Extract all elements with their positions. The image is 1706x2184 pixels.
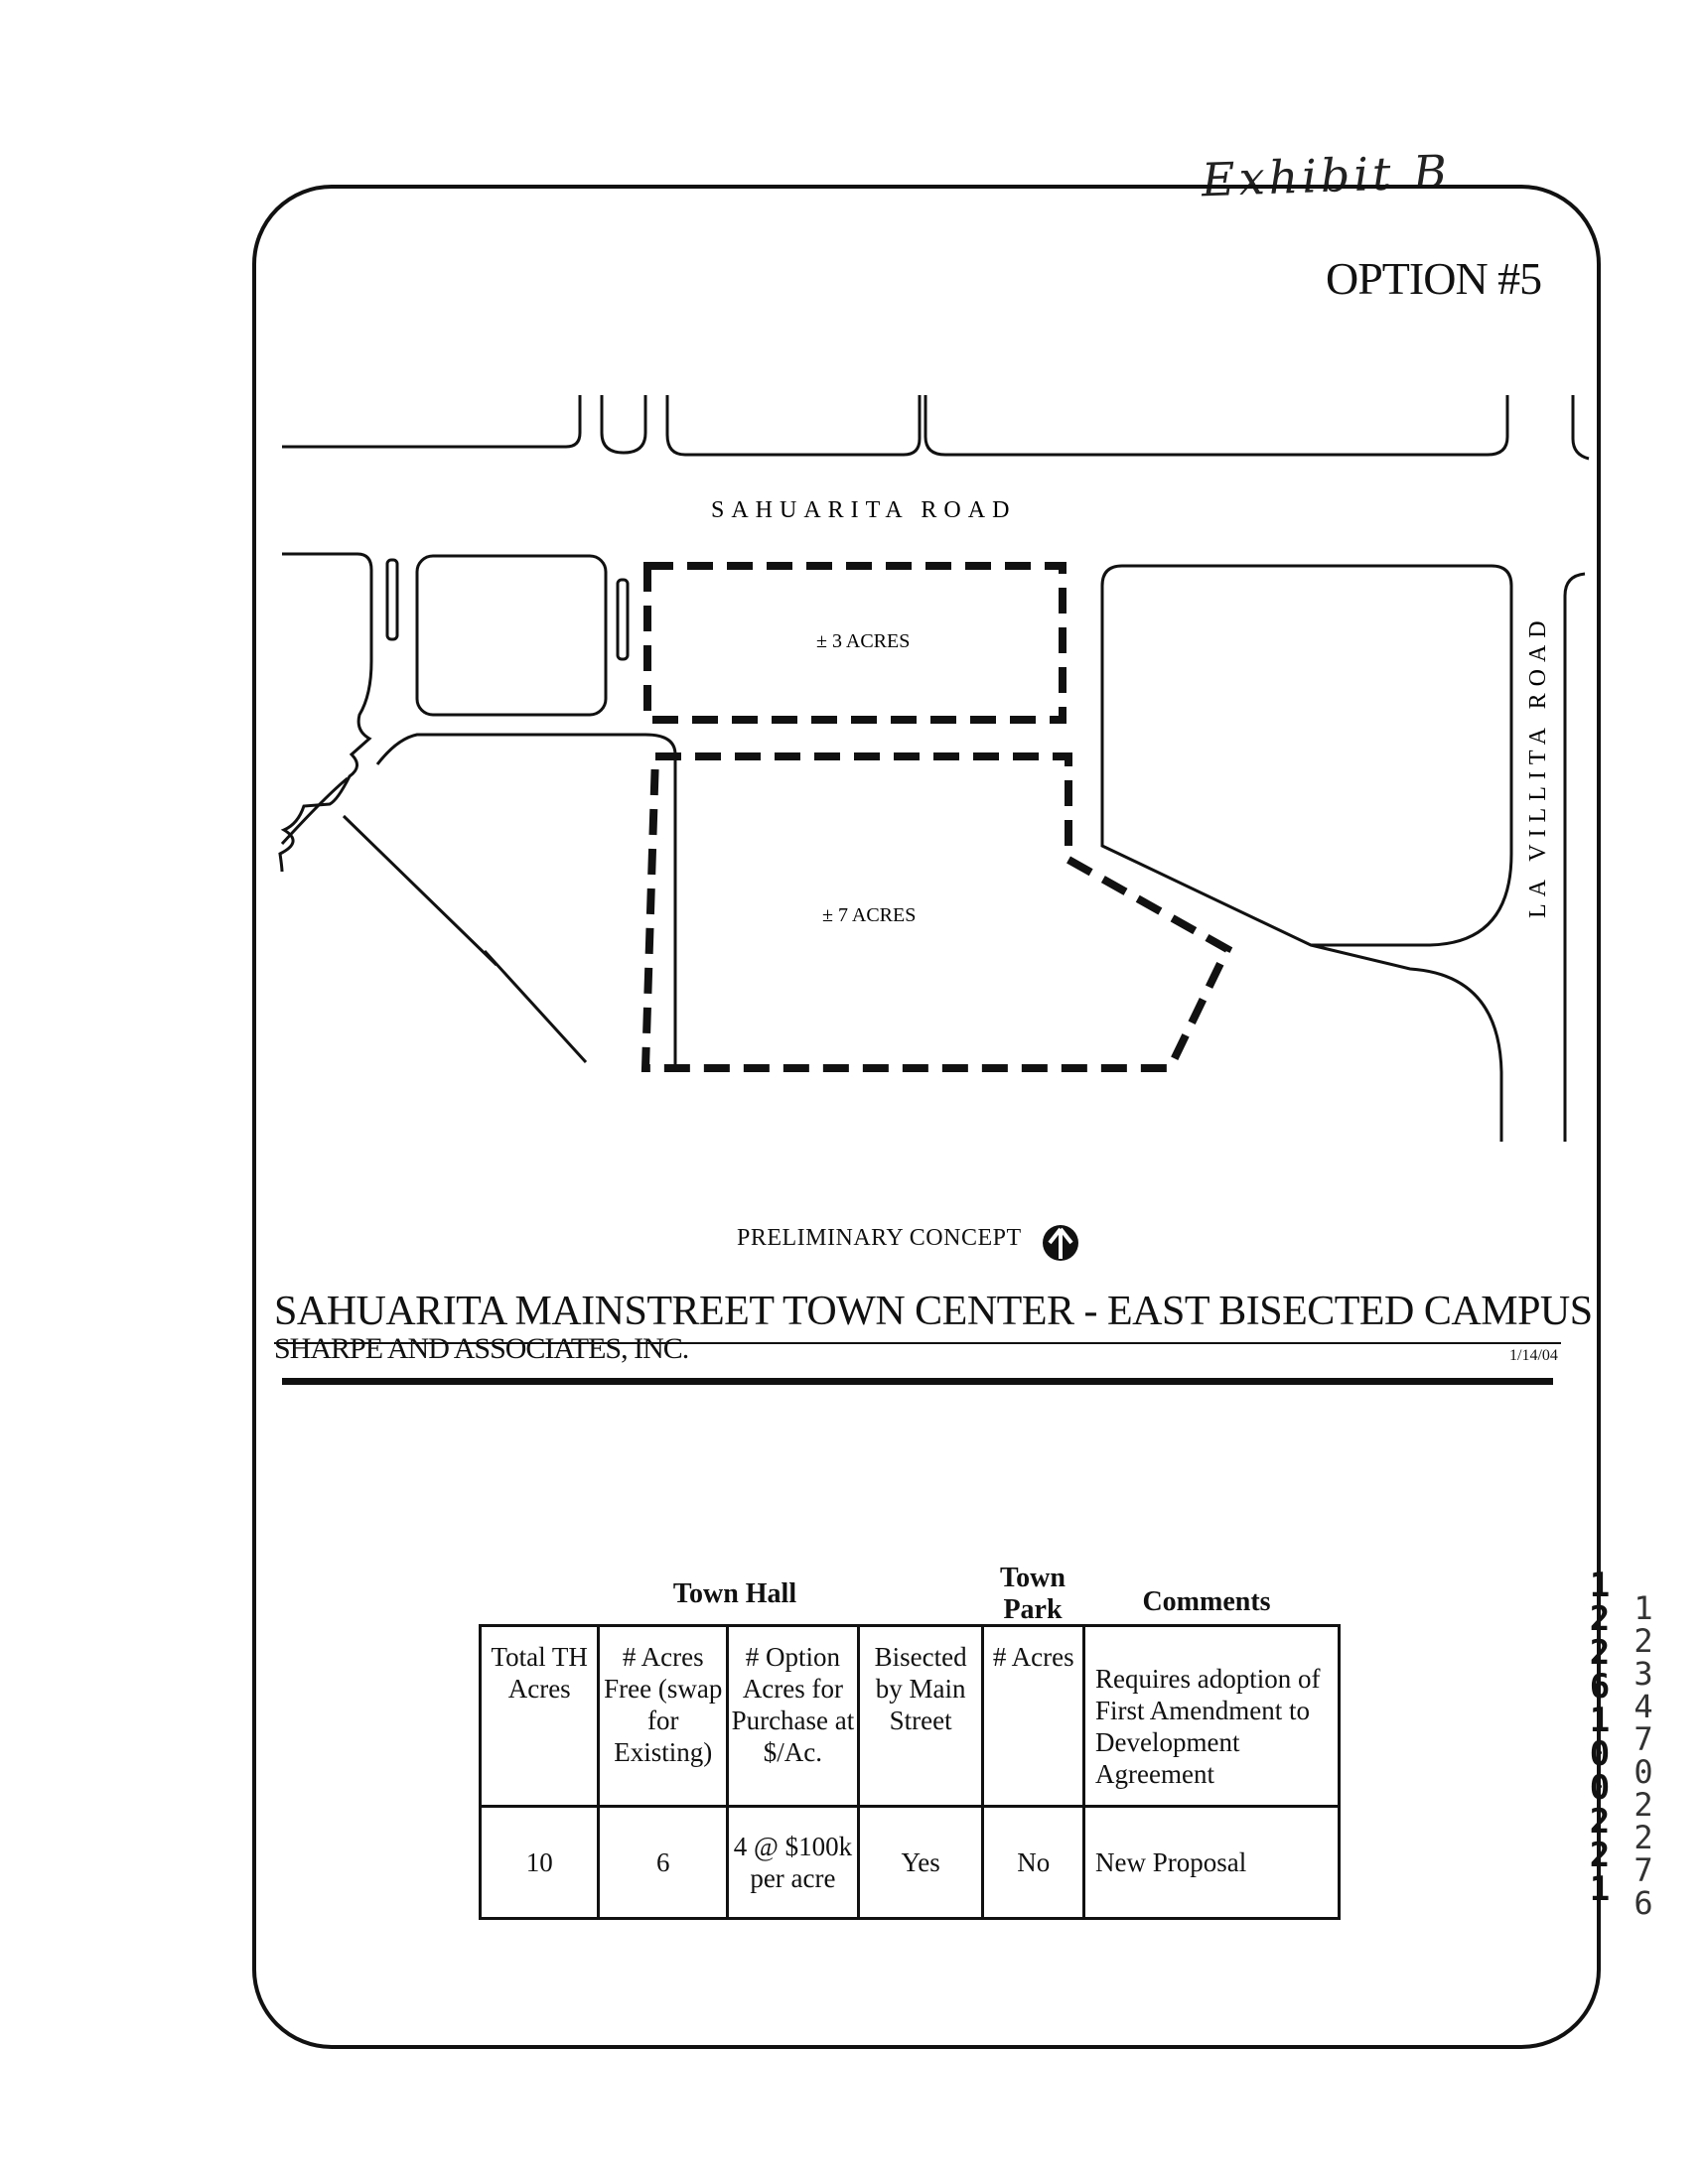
- control-digit: 0: [1634, 1753, 1653, 1791]
- header-comments-note: Requires adoption of First Amendment to Development Agreement: [1084, 1626, 1340, 1807]
- cell-total-th-acres: 10: [481, 1807, 599, 1919]
- control-number-light: [1629, 1589, 1658, 1922]
- control-number-bold: [1585, 1566, 1615, 1909]
- title-rule-thick: [282, 1378, 1553, 1385]
- curve-road-west: [282, 778, 348, 844]
- table-row: [481, 1807, 1340, 1919]
- road-label-sahuarita: SAHUARITA ROAD: [711, 497, 1017, 523]
- group-header-comments: Comments: [1142, 1586, 1271, 1617]
- group-header-town-hall: Town Hall: [672, 1578, 797, 1609]
- control-digit: 7: [1634, 1720, 1653, 1758]
- road-edge-north: [282, 395, 580, 447]
- diagonal-edge: [344, 816, 586, 1062]
- control-digit: 2: [1589, 1599, 1611, 1639]
- exhibit-label: Exhibit B: [1201, 144, 1452, 207]
- parcel-south-label: ± 7 ACRES: [822, 904, 917, 926]
- control-digit: 2: [1634, 1786, 1653, 1824]
- header-total-th-acres: Total TH Acres: [481, 1626, 599, 1807]
- control-digit: 7: [1634, 1851, 1653, 1889]
- control-digit: 2: [1589, 1836, 1611, 1875]
- road-edge-north-east: [925, 395, 1507, 455]
- control-digit: 1: [1589, 1869, 1611, 1909]
- control-digit: 2: [1634, 1819, 1653, 1856]
- control-digit: 0: [1589, 1768, 1611, 1808]
- control-digit: 1: [1634, 1589, 1653, 1627]
- concept-label: PRELIMINARY CONCEPT: [737, 1225, 1022, 1251]
- control-digit: 2: [1589, 1633, 1611, 1673]
- road-edge-east-outer: [1565, 574, 1585, 1142]
- road-edge-north-mid: [667, 395, 920, 455]
- control-digit: 6: [1634, 1884, 1653, 1922]
- firm-name: SHARPE AND ASSOCIATES, INC.: [274, 1332, 689, 1365]
- road-edge-east: [1311, 945, 1501, 1142]
- header-bisected: Bisected by Main Street: [858, 1626, 983, 1807]
- header-option-acres: # Option Acres for Purchase at $/Ac.: [728, 1626, 859, 1807]
- control-digit: 0: [1589, 1734, 1611, 1774]
- option-heading: OPTION #5: [1326, 253, 1542, 304]
- median-curb: [602, 395, 645, 453]
- header-acres-free: # Acres Free (swap for Existing): [599, 1626, 728, 1807]
- parcel-west-block: [417, 556, 606, 715]
- cell-park-acres: No: [983, 1807, 1084, 1919]
- group-header-town-park: Town Park: [1000, 1563, 1066, 1625]
- cell-comment: New Proposal: [1084, 1807, 1340, 1919]
- road-label-la-villita: LA VILLITA ROAD: [1525, 614, 1551, 918]
- control-digit: 2: [1634, 1622, 1653, 1660]
- parcel-north-label: ± 3 ACRES: [816, 630, 911, 652]
- control-digit: 3: [1634, 1655, 1653, 1693]
- control-digit: 6: [1589, 1667, 1611, 1706]
- control-digit: 1: [1589, 1701, 1611, 1740]
- cell-acres-free: 6: [599, 1807, 728, 1919]
- parcel-east-block: [1102, 566, 1511, 945]
- curve-road-inner: [377, 735, 675, 1072]
- plan-date: 1/14/04: [1509, 1347, 1558, 1364]
- header-park-acres: # Acres: [983, 1626, 1084, 1807]
- north-arrow-icon: [1043, 1225, 1078, 1261]
- control-digit: 4: [1634, 1688, 1653, 1725]
- cell-option-acres: 4 @ $100k per acre: [728, 1807, 859, 1919]
- road-edge-northeast-corner: [1573, 395, 1589, 459]
- control-digit: 2: [1589, 1802, 1611, 1842]
- cell-bisected: Yes: [858, 1807, 983, 1919]
- median-island-west: [387, 560, 397, 639]
- summary-table: [479, 1624, 1341, 1920]
- parcel-south: [645, 756, 1227, 1068]
- median-island-mid: [618, 580, 628, 659]
- control-digit: 1: [1589, 1566, 1611, 1605]
- table-header-row: [481, 1626, 1340, 1807]
- project-title: SAHUARITA MAINSTREET TOWN CENTER - EAST BISECTED CAMPUS: [274, 1289, 1593, 1334]
- road-edge-west-block: [280, 554, 371, 872]
